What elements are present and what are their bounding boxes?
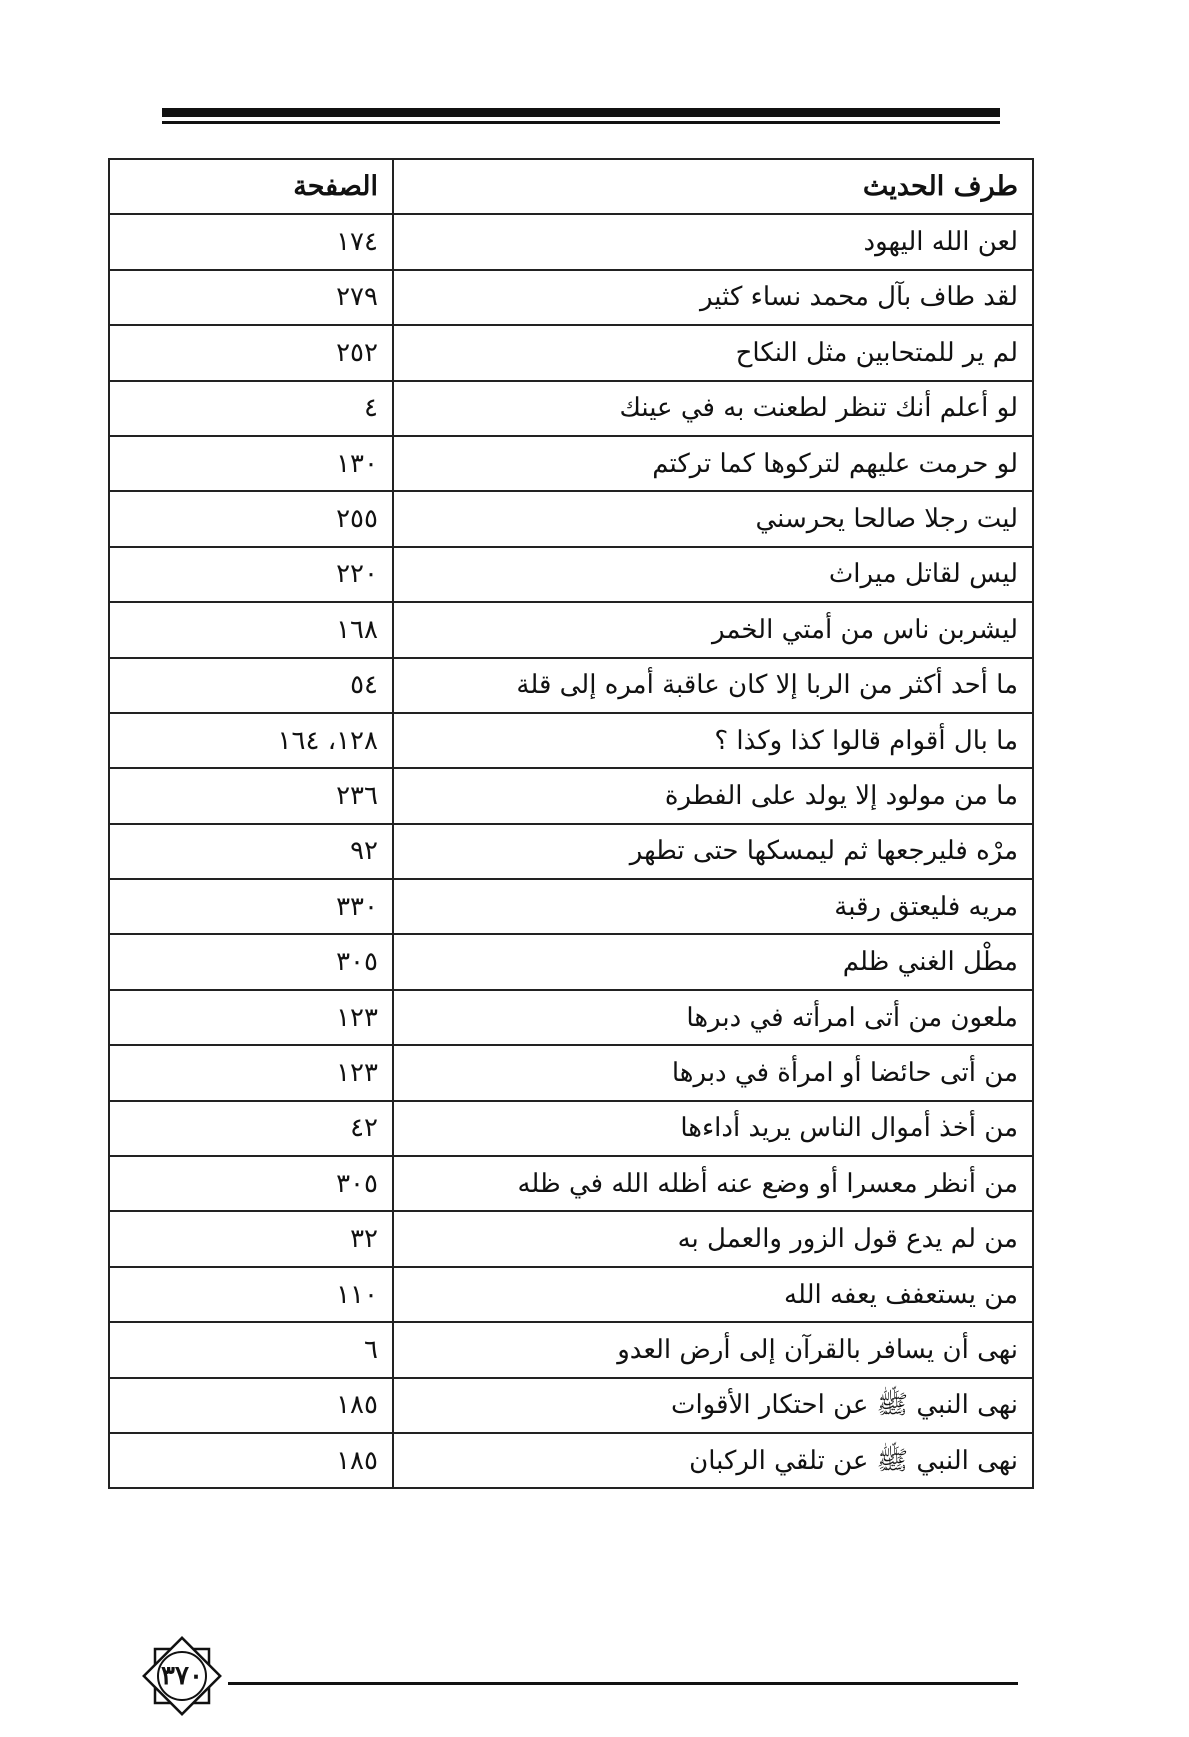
table-row [109, 270, 1033, 325]
top-rule-thick [162, 108, 1000, 117]
page-number: ٣٧٠ [161, 1661, 203, 1691]
hadith-text: نهى النبي ﷺ عن تلقي الركبان [393, 1433, 1033, 1488]
footer-rule [228, 1682, 1018, 1685]
table-row [109, 658, 1033, 713]
hadith-index-table [108, 158, 1034, 1489]
hadith-text: ليشربن ناس من أمتي الخمر [393, 602, 1033, 657]
hadith-text: لم ير للمتحابين مثل النكاح [393, 325, 1033, 380]
page-ref: ٣٠٥ [109, 1156, 393, 1211]
header-page: الصفحة [109, 159, 393, 214]
hadith-text: نهى النبي ﷺ عن احتكار الأقوات [393, 1378, 1033, 1433]
page-ref: ٤٢ [109, 1101, 393, 1156]
hadith-text: مرْه فليرجعها ثم ليمسكها حتى تطهر [393, 824, 1033, 879]
table-row [109, 824, 1033, 879]
page-ref: ٤ [109, 381, 393, 436]
table-row [109, 1101, 1033, 1156]
page-ref: ٣٣٠ [109, 879, 393, 934]
table-row [109, 1045, 1033, 1100]
page-ref: ١٨٥ [109, 1378, 393, 1433]
table-row [109, 436, 1033, 491]
page-ref: ١٢٨، ١٦٤ [109, 713, 393, 768]
page-ref: ٢٣٦ [109, 768, 393, 823]
header-hadith: طرف الحديث [393, 159, 1033, 214]
page-ref: ١٢٣ [109, 1045, 393, 1100]
page-ref: ١٨٥ [109, 1433, 393, 1488]
hadith-text: ليت رجلا صالحا يحرسني [393, 491, 1033, 546]
page-ref: ٦ [109, 1322, 393, 1377]
table-row [109, 325, 1033, 380]
page-ref: ٣٢ [109, 1211, 393, 1266]
hadith-text: ليس لقاتل ميراث [393, 547, 1033, 602]
top-double-rule [162, 108, 1000, 126]
hadith-text: مريه فليعتق رقبة [393, 879, 1033, 934]
hadith-text: ما من مولود إلا يولد على الفطرة [393, 768, 1033, 823]
hadith-text: من لم يدع قول الزور والعمل به [393, 1211, 1033, 1266]
hadith-text: لو أعلم أنك تنظر لطعنت به في عينك [393, 381, 1033, 436]
hadith-text: ما أحد أكثر من الربا إلا كان عاقبة أمره إلى قلة [393, 658, 1033, 713]
hadith-text: لو حرمت عليهم لتركوها كما تركتم [393, 436, 1033, 491]
page-ref: ١١٠ [109, 1267, 393, 1322]
page-ref: ٢٢٠ [109, 547, 393, 602]
table-row [109, 1267, 1033, 1322]
hadith-text: من أخذ أموال الناس يريد أداءها [393, 1101, 1033, 1156]
table-row [109, 1322, 1033, 1377]
table-header-row [109, 159, 1033, 214]
hadith-text: من أتى حائضا أو امرأة في دبرها [393, 1045, 1033, 1100]
page-ref: ١٢٣ [109, 990, 393, 1045]
table-row [109, 547, 1033, 602]
table-row [109, 491, 1033, 546]
page-number-badge [137, 1631, 227, 1721]
hadith-text: من يستعفف يعفه الله [393, 1267, 1033, 1322]
table-row [109, 934, 1033, 989]
table-row [109, 990, 1033, 1045]
hadith-text: ملعون من أتى امرأته في دبرها [393, 990, 1033, 1045]
hadith-text: لقد طاف بآل محمد نساء كثير [393, 270, 1033, 325]
page-ref: ١٣٠ [109, 436, 393, 491]
hadith-text: لعن الله اليهود [393, 214, 1033, 269]
table-row [109, 768, 1033, 823]
page-ref: ٢٥٢ [109, 325, 393, 380]
page-ref: ٢٥٥ [109, 491, 393, 546]
top-rule-thin [162, 121, 1000, 124]
hadith-text: ما بال أقوام قالوا كذا وكذا ؟ [393, 713, 1033, 768]
page-ref: ١٧٤ [109, 214, 393, 269]
page-ref: ٣٠٥ [109, 934, 393, 989]
hadith-text: من أنظر معسرا أو وضع عنه أظله الله في ظله [393, 1156, 1033, 1211]
table-row [109, 1156, 1033, 1211]
table-row [109, 602, 1033, 657]
table-row [109, 381, 1033, 436]
hadith-text: نهى أن يسافر بالقرآن إلى أرض العدو [393, 1322, 1033, 1377]
table-row [109, 879, 1033, 934]
page-ref: ٥٤ [109, 658, 393, 713]
table-row [109, 214, 1033, 269]
page-ref: ٢٧٩ [109, 270, 393, 325]
hadith-text: مطْل الغني ظلم [393, 934, 1033, 989]
page-ref: ١٦٨ [109, 602, 393, 657]
table-row [109, 713, 1033, 768]
page-ref: ٩٢ [109, 824, 393, 879]
table-row [109, 1211, 1033, 1266]
table-row [109, 1378, 1033, 1433]
table-row [109, 1433, 1033, 1488]
